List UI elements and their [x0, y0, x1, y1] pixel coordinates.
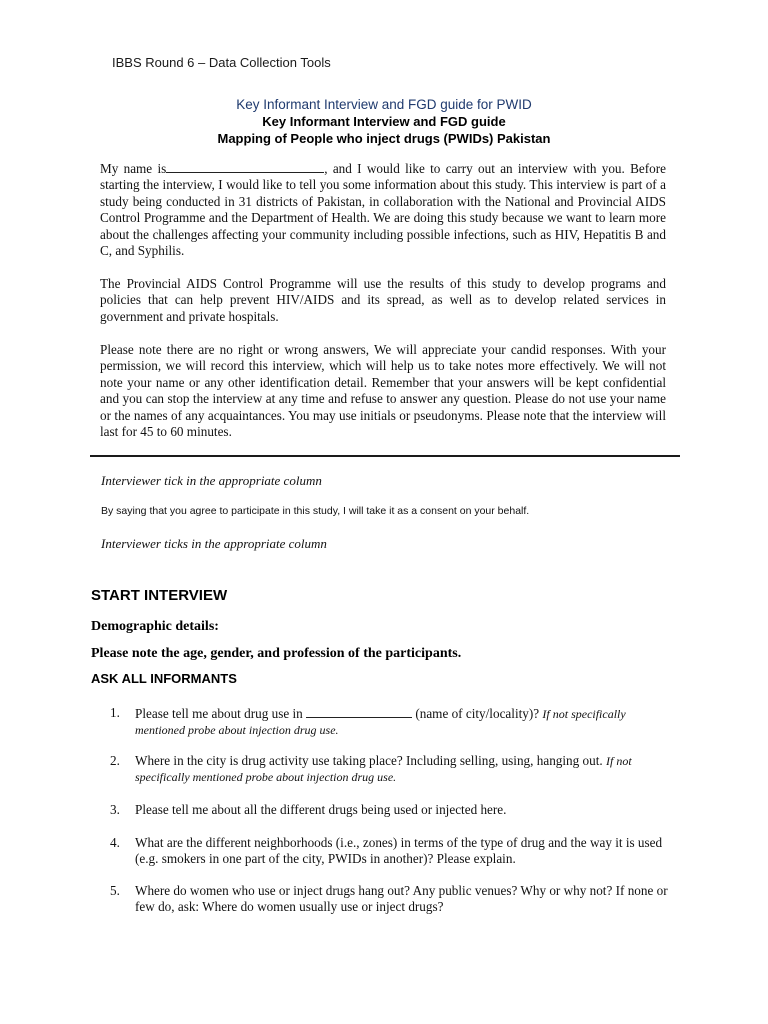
intro-paragraph-2: The Provincial AIDS Control Programme will use the results of this study to develop programs and policies that can help prevent HIV/AIDS and its spread, as well as to develop related services in government and private hospitals.: [100, 276, 666, 324]
interviewer-note-1: Interviewer tick in the appropriate column: [101, 473, 322, 488]
intro-paragraph-1-text: , and I would like to carry out an interview with you. Before starting the interview, I would like to tell you some information about this study. This interview is part of a study being conducted in 31 districts of Pakistan, in collaboration with the National and Provincial AIDS Control Programme and the Department of Health. We are doing this study because we want to learn more about the challenges affecting your community including possible infections, such as HIV, Hepatitis B and C, and Syphilis.: [100, 161, 666, 259]
question-text-part: Please tell me about drug use in: [135, 706, 303, 721]
question-text: [135, 705, 675, 739]
interviewer-note-2: Interviewer ticks in the appropriate column: [101, 536, 327, 551]
start-interview-heading: START INTERVIEW: [91, 587, 228, 604]
consent-statement: By saying that you agree to participate in this study, I will take it as a consent on your behalf.: [101, 505, 530, 517]
question-number: 4.: [110, 835, 120, 850]
question-text: What are the different neighborhoods (i.e., zones) in terms of the type of drug and the way it is used (e.g. smokers in one part of the city, PWIDs in another)? Please explain.: [135, 835, 663, 867]
demographic-heading: Demographic details:: [91, 619, 219, 634]
question-text: Where do women who use or inject drugs hang out? Any public venues? Why or why not? If none or few do, ask: Where do women usually use or inject drugs?: [135, 883, 668, 915]
section-divider: [90, 455, 680, 457]
name-blank-line: [166, 160, 324, 173]
question-probe: If not specifically mentioned probe about injection drug use.: [135, 754, 632, 785]
question-text-part: Where in the city is drug activity use taking place? Including selling, using, hanging out.: [135, 753, 606, 768]
city-blank-line: [306, 705, 412, 718]
document-subtitle: Key Informant Interview and FGD guide: [262, 114, 506, 129]
question-number: 3.: [110, 802, 120, 817]
question-text: Please tell me about all the different drugs being used or injected here.: [135, 802, 507, 817]
document-title: Key Informant Interview and FGD guide for PWID: [236, 97, 532, 112]
question-probe: If not specifically mentioned probe about injection drug use.: [135, 707, 626, 738]
question-number: 2.: [110, 753, 120, 768]
question-text-part: (name of city/locality)?: [412, 706, 543, 721]
question-text: [135, 753, 675, 786]
intro-paragraph-3: Please note there are no right or wrong answers, We will appreciate your candid responses. With your permission, we will record this interview, which will help us to take notes more effectively. We will not note your name or any other identification detail. Remember that your answers will be kept confidential and you can stop the interview at any time and refuse to answer any question. Please do not use your name or the names of any acquaintances. You may use initials or pseudonyms. Please note that the interview will last for 45 to 60 minutes.: [100, 342, 666, 440]
intro-paragraph-1: [100, 160, 666, 259]
ask-all-heading: ASK ALL INFORMANTS: [91, 671, 237, 686]
intro-name-prefix: My name is: [100, 161, 167, 176]
document-subtitle-mapping: Mapping of People who inject drugs (PWIDs) Pakistan: [217, 131, 551, 146]
running-header: IBBS Round 6 – Data Collection Tools: [112, 55, 331, 70]
question-number: 1.: [110, 705, 120, 720]
question-number: 5.: [110, 883, 120, 898]
participants-note-heading: Please note the age, gender, and profession of the participants.: [91, 646, 462, 661]
title-block: [0, 96, 768, 147]
